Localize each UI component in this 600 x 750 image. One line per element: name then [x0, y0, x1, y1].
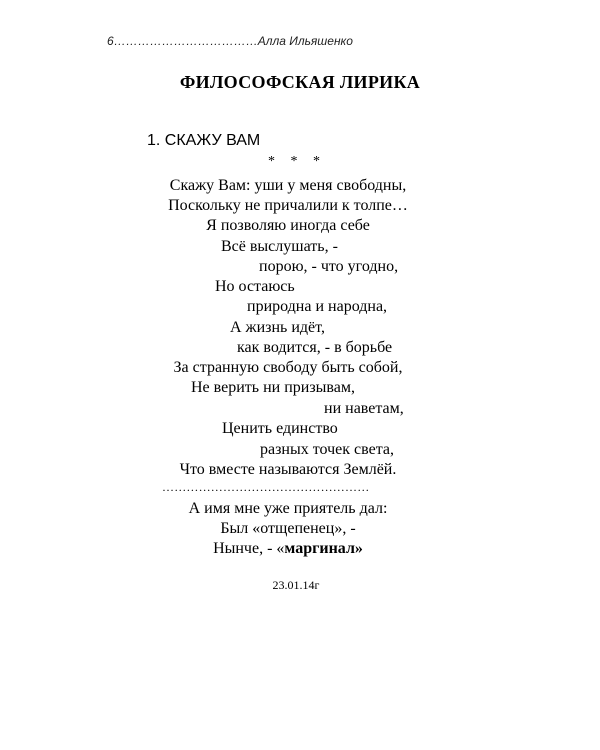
section-title: ФИЛОСОФСКАЯ ЛИРИКА: [179, 72, 421, 92]
poem-line: Я позволяю иногда себе: [206, 217, 370, 234]
page-header: [107, 34, 353, 48]
poem-line: Скажу Вам: уши у меня свободны,: [169, 177, 407, 194]
poem-line: как водится, - в борьбе: [237, 339, 393, 356]
poem-line: Всё выслушать, -: [221, 238, 338, 255]
poem-stars: * * *: [268, 154, 326, 169]
poem-line: А имя мне уже приятель дал:: [188, 500, 388, 517]
poem-line: А жизнь идёт,: [230, 319, 325, 336]
poem-line: ни наветам,: [324, 400, 404, 417]
header-author: Алла Ильяшенко: [257, 34, 353, 48]
poem-line: Ценить единство: [222, 420, 338, 437]
poem-line: Был «отщепенец», -: [220, 520, 356, 537]
poem-line: За странную свободу быть собой,: [173, 359, 403, 376]
poem-last-line: [0, 539, 576, 559]
poem-separator: ……………………………………………: [162, 480, 370, 494]
poem-line: Но остаюсь: [215, 278, 295, 295]
page-number: 6: [107, 34, 114, 48]
poem-line: природна и народна,: [247, 298, 388, 315]
last-line-prefix: Нынче, - «: [213, 540, 285, 557]
poem-date: 23.01.14г: [272, 578, 320, 592]
poem-title: 1. СКАЖУ ВАМ: [147, 132, 261, 149]
poem-line: Поскольку не причалили к толпе…: [168, 197, 408, 214]
poem-line: Что вместе называются Землёй.: [179, 461, 397, 478]
poem-line: разных точек света,: [260, 441, 394, 458]
poem-line: порою, - что угодно,: [259, 258, 399, 275]
header-dots: ………………………………: [113, 34, 258, 48]
poem-line: Не верить ни призывам,: [191, 379, 355, 396]
last-line-bold: маргинал»: [284, 540, 363, 557]
